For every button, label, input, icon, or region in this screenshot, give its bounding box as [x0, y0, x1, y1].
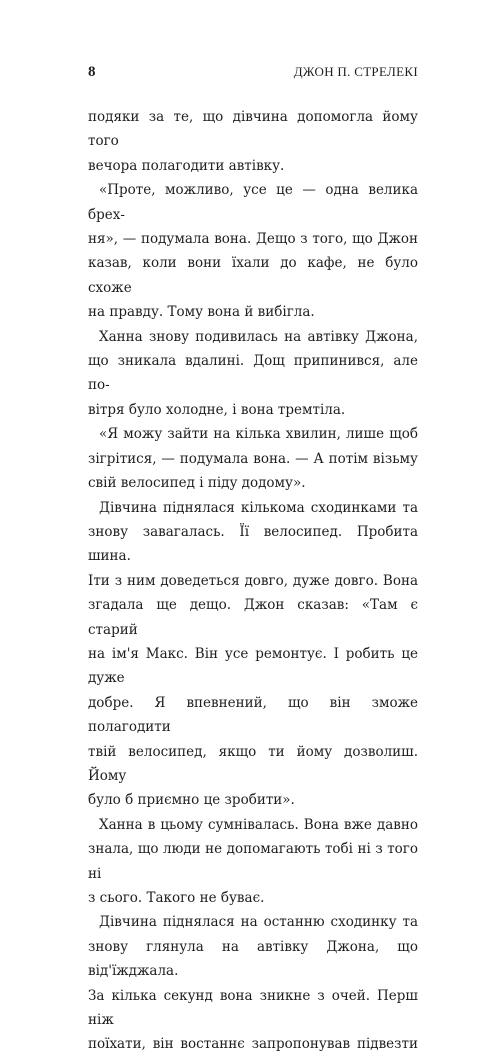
text-line: що зникала вдалині. Дощ припинився, але по-: [88, 353, 418, 394]
text-line: свій велосипед і піду додому».: [88, 475, 306, 492]
text-line: знову глянула на автівку Джона, що від'їжджала.: [88, 938, 418, 980]
text-line: «Я можу зайти на кілька хвилин, лише щоб: [99, 426, 418, 443]
text-line: згадала ще дещо. Джон сказав: «Там є старий: [88, 597, 418, 638]
text-line: Ханна в цьому сумнівалась. Вона вже давно: [99, 816, 418, 833]
text-line: подяки за те, що дівчина допомогла йому того: [88, 109, 418, 150]
body-text: [88, 105, 418, 1057]
book-page: [88, 64, 418, 1057]
text-line: на ім'я Макс. Він усе ремонтує. І робить це дуже: [88, 645, 418, 687]
text-line: вітря було холодне, і вона тремтіла.: [88, 401, 346, 418]
text-line: Ханна знову подивилась на автівку Джона,: [99, 328, 418, 345]
text-line: Дівчина піднялася на останню сходинку та: [99, 914, 418, 931]
text-line: на правду. Тому вона й вибігла.: [88, 304, 315, 321]
text-line: твій велосипед, якщо ти йому дозволиш. Йому: [88, 743, 418, 784]
text-line: зігрітися, — подумала вона. — А потім візьму: [88, 450, 418, 467]
text-line: вечора полагодити автівку.: [88, 157, 285, 174]
text-line: Дівчина піднялася кількома сходинками та: [99, 499, 418, 516]
text-line: з сього. Такого не буває.: [88, 890, 265, 906]
text-line: За кілька секунд вона зникне з очей. Перш ніж: [88, 987, 418, 1029]
running-head: [88, 64, 418, 94]
text-line: знову завагалась. Її велосипед. Пробита шина.: [88, 523, 418, 565]
text-line: поїхати, він востаннє запропонував підвезти: [88, 1036, 418, 1053]
text-line: Іти з ним доведеться довго, дуже довго. Вона: [88, 572, 418, 589]
running-title: ДЖОН П. СТРЕЛЕКІ: [293, 64, 418, 79]
text-line: знала, що люди не допомагають тобі ні з того ні: [88, 841, 418, 882]
text-line: казав, коли вони їхали до кафе, не було схоже: [88, 255, 418, 296]
text-line: ня», — подумала вона. Дещо з того, що Джон: [88, 231, 418, 248]
text-line: добре. Я впевнений, що він зможе полагодити: [88, 694, 418, 736]
text-line: «Проте, можливо, усе це — одна велика брех-: [88, 182, 418, 223]
page-number: 8: [88, 64, 96, 80]
text-line: було б приємно це зробити».: [88, 792, 295, 809]
